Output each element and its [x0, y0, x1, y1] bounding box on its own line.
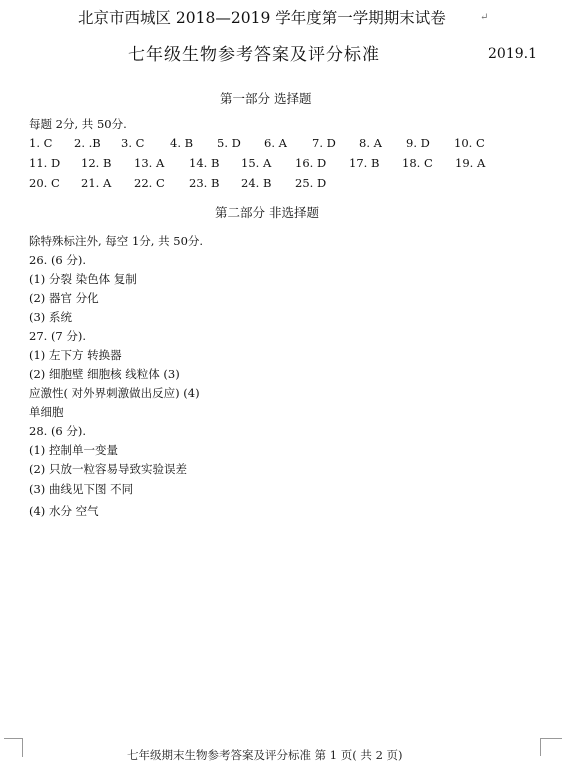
answer-item: 23. B — [189, 176, 220, 190]
answer-item: 6. A — [264, 136, 287, 150]
answer-item: 7. D — [312, 136, 336, 150]
page-corner-marker-right-h — [540, 738, 562, 739]
document-title-line1: 北京市西城区 2018—2019 学年度第一学期期末试卷 — [78, 9, 446, 27]
part2-instruction: 除特殊标注外, 每空 1分, 共 50分. — [29, 234, 204, 248]
question-28-header: 28. (6 分). — [29, 424, 87, 438]
answer-item: 19. A — [455, 156, 486, 170]
answer-item: 24. B — [241, 176, 272, 190]
page-corner-marker-right — [540, 738, 541, 756]
question-28-answer-1: (1) 控制单一变量 — [29, 443, 118, 457]
answer-item: 15. A — [241, 156, 272, 170]
document-date: 2019.1 — [488, 46, 537, 62]
page-corner-marker-left-h — [4, 738, 22, 739]
document-title-line2: 七年级生物参考答案及评分标准 — [128, 45, 380, 65]
question-27-answer-4: 单细胞 — [29, 405, 64, 419]
question-27-answer-1: (1) 左下方 转换器 — [29, 348, 122, 362]
answer-row-1 — [29, 136, 549, 152]
answer-item: 1. C — [29, 136, 53, 150]
question-27-answer-3: 应激性( 对外界刺激做出反应) (4) — [29, 386, 200, 400]
page-footer: 七年级期末生物参考答案及评分标准 第 1 页( 共 2 页) — [127, 748, 403, 762]
part1-heading: 第一部分 选择题 — [220, 91, 312, 106]
answer-item: 18. C — [402, 156, 433, 170]
question-28-answer-4: (4) 水分 空气 — [29, 504, 99, 518]
answer-item: 8. A — [359, 136, 382, 150]
page-corner-marker-left — [22, 738, 23, 757]
question-26-answer-2: (2) 器官 分化 — [29, 291, 99, 305]
part2-heading: 第二部分 非选择题 — [215, 205, 319, 220]
question-27-answer-2: (2) 细胞壁 细胞核 线粒体 (3) — [29, 367, 180, 381]
answer-item: 2. .B — [74, 136, 101, 150]
answer-item: 11. D — [29, 156, 61, 170]
question-26-header: 26. (6 分). — [29, 253, 87, 267]
answer-row-3 — [29, 176, 549, 192]
question-27-header: 27. (7 分). — [29, 329, 87, 343]
answer-item: 13. A — [134, 156, 165, 170]
answer-item: 20. C — [29, 176, 60, 190]
question-28-answer-2: (2) 只放一粒容易导致实验误差 — [29, 462, 187, 476]
answer-row-2 — [29, 156, 549, 172]
answer-item: 4. B — [170, 136, 194, 150]
answer-item: 3. C — [121, 136, 145, 150]
answer-item: 12. B — [81, 156, 112, 170]
part1-instruction: 每题 2分, 共 50分. — [29, 117, 127, 131]
answer-item: 21. A — [81, 176, 112, 190]
answer-item: 25. D — [295, 176, 327, 190]
question-26-answer-3: (3) 系统 — [29, 310, 72, 324]
paragraph-mark: ↵ — [480, 12, 489, 23]
answer-item: 22. C — [134, 176, 165, 190]
question-28-answer-3: (3) 曲线见下图 不同 — [29, 482, 134, 496]
answer-item: 16. D — [295, 156, 327, 170]
answer-item: 17. B — [349, 156, 380, 170]
answer-item: 9. D — [406, 136, 430, 150]
answer-item: 10. C — [454, 136, 485, 150]
answer-item: 14. B — [189, 156, 220, 170]
answer-item: 5. D — [217, 136, 241, 150]
question-26-answer-1: (1) 分裂 染色体 复制 — [29, 272, 137, 286]
